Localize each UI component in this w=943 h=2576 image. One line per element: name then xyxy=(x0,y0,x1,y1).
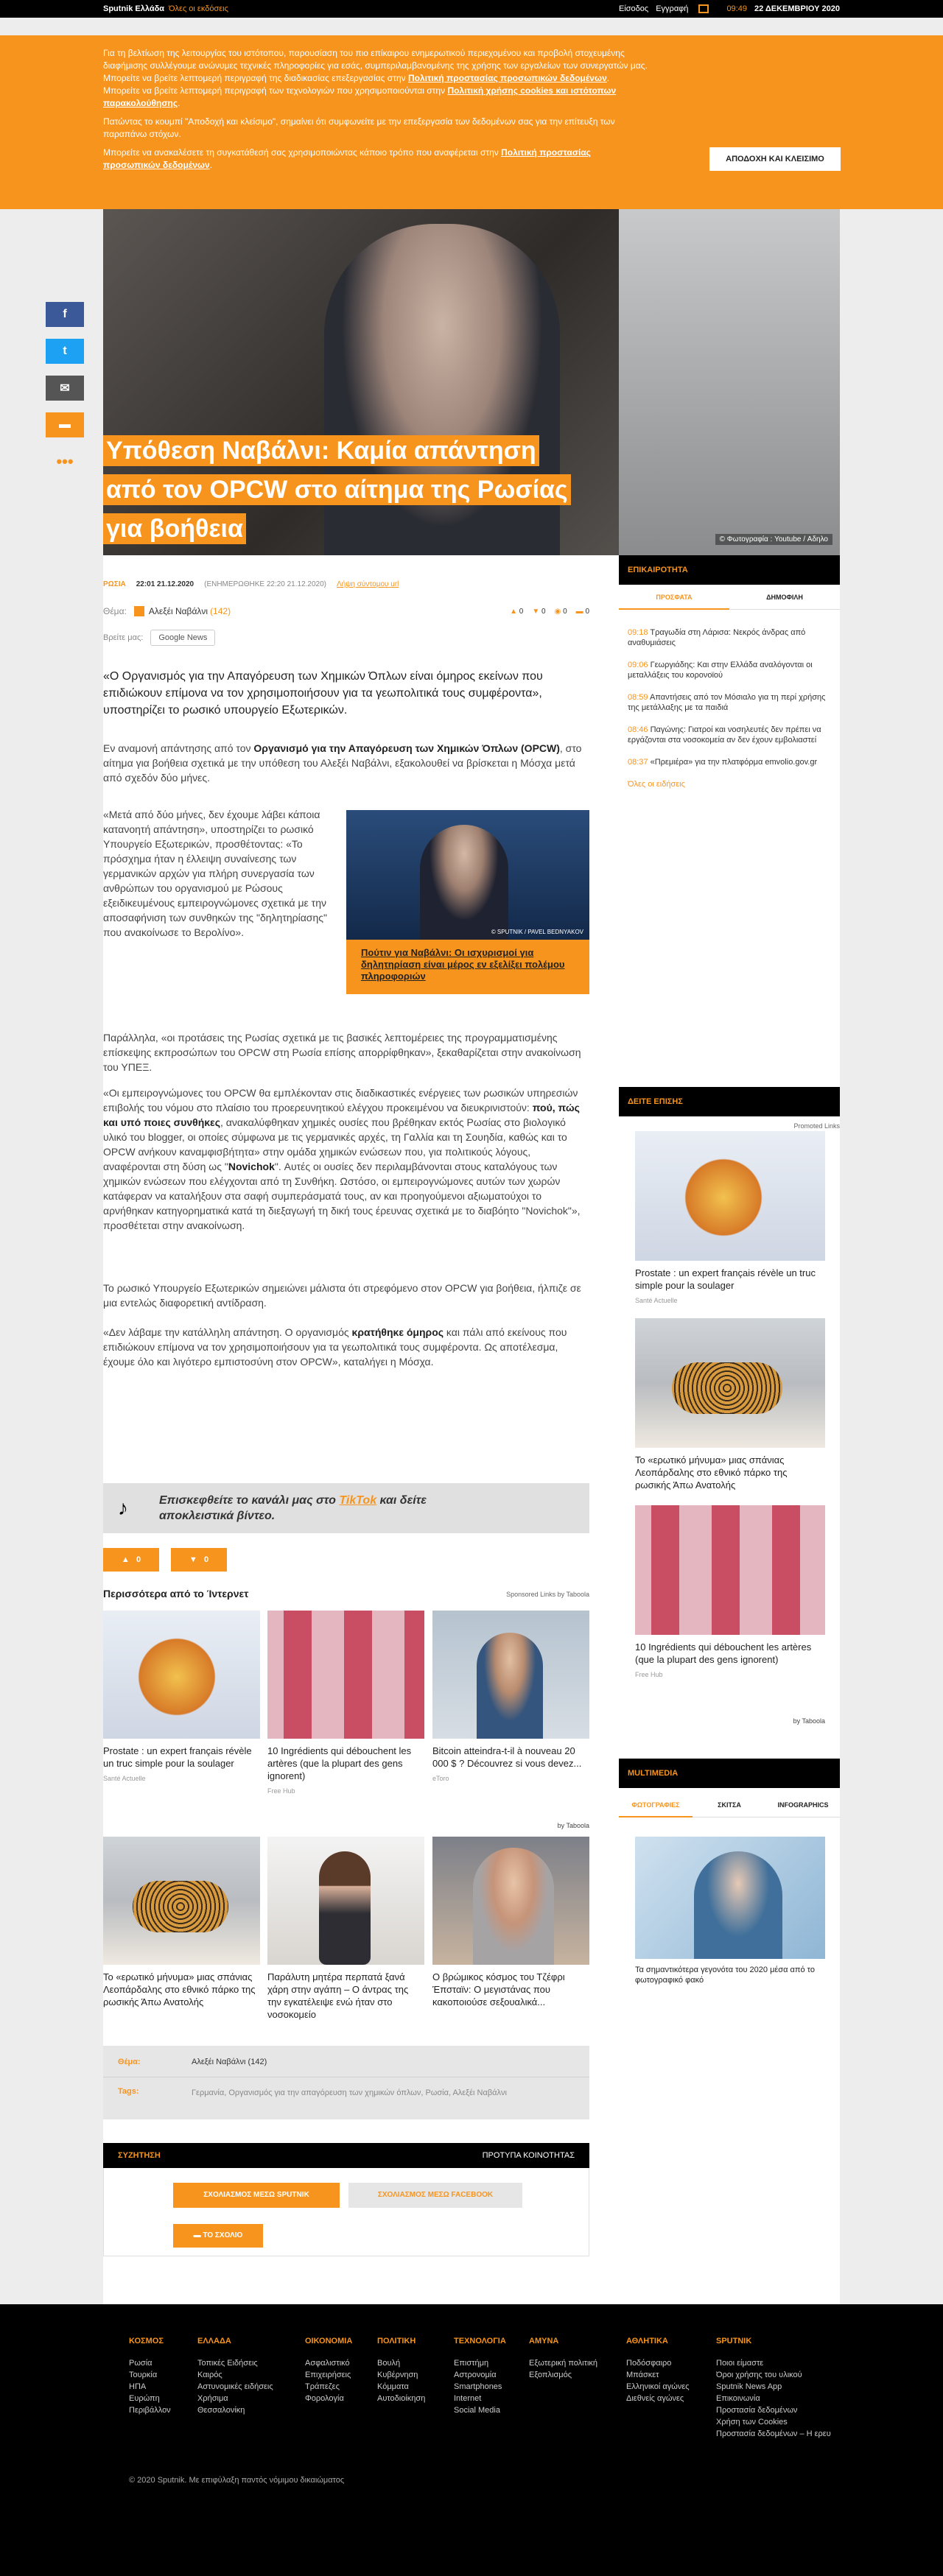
tiktok-icon: ♪ xyxy=(118,1496,128,1519)
to-comment-button[interactable]: ▬ ΤΟ ΣΧΟΛΙΟ xyxy=(173,2224,263,2248)
footer-heading[interactable]: ΠΟΛΙΤΙΚΗ xyxy=(377,2337,416,2346)
footer-link[interactable]: Προστασία δεδομένων xyxy=(716,2406,798,2415)
more-share-icon[interactable]: ••• xyxy=(56,452,74,471)
footer-col-economy xyxy=(305,2337,352,2404)
like-icon: ▲ xyxy=(510,607,517,616)
footer-link[interactable]: Επικοινωνία xyxy=(716,2394,760,2403)
all-news-link[interactable]: Όλες οι ειδήσεις xyxy=(628,780,685,789)
more-card-source: eToro xyxy=(432,1775,449,1782)
comment-icon: ▬ xyxy=(575,607,583,616)
footer-link[interactable]: Μπάσκετ xyxy=(626,2371,659,2379)
footer-link[interactable]: Κόμματα xyxy=(377,2382,409,2391)
article-lead: «Ο Οργανισμός για την Απαγόρευση των Χημικών Όπλων είναι όμηρος εκείνων που επιδιώκουν επίμονα να τον χρησιμοποιήσουν για τα γεωπολιτικά τους συμφέροντα», υποστηρίζει το ρωσικό υπουργείο Εξωτερικών. xyxy=(103,670,543,717)
footer-heading[interactable]: ΟΙΚΟΝΟΜΙΑ xyxy=(305,2337,353,2346)
more-card-source: Free Hub xyxy=(267,1787,295,1795)
see-card-source: Free Hub xyxy=(635,1671,663,1678)
news-item[interactable]: 09:06 Γεωργιάδης: Και στην Ελλάδα αναλόγονται οι μεταλλάξεις του κορονοϊού xyxy=(628,661,813,680)
google-news-button[interactable]: Google News xyxy=(150,630,215,646)
comments-stat: ▬ 0 xyxy=(575,607,589,616)
article-paragraph-3: Παράλληλα, «οι προτάσεις της Ρωσίας σχετικά με τις βασικές λεπτομέρειες της προγραμματισμένης επίσκεψης εκπροσώπων του OPCW στη Ρωσία επίσης απορρίφθηκαν», ξεκαθαρίζεται στην ανακοίνωση του ΥΠΕΞ. xyxy=(103,1032,581,1073)
article-paragraph-5: Το ρωσικό Υπουργείο Εξωτερικών σημειώνει μάλιστα ότι στρεφόμενο στον OPCW για βοήθεια, ήλπιζε σε μια εντελώς διαφορετική αντίδραση. xyxy=(103,1282,581,1309)
theme-label: Θέμα: xyxy=(103,606,127,616)
more-card-title: Παράλυτη μητέρα περπατά ξανά χάρη στην αγάπη – Ο άντρας της την εγκατέλειψε ενώ ήταν στο νοσοκομείο xyxy=(267,1971,409,2020)
theme-link[interactable]: Αλεξέι Ναβάλνι xyxy=(148,606,208,616)
accept-cookies-button[interactable]: ΑΠΟΔΟΧΗ ΚΑΙ ΚΛΕΙΣΙΜΟ xyxy=(709,147,841,171)
article-paragraph-2: «Μετά από δύο μήνες, δεν έχουμε λάβει κάποια κατανοητή απάντηση», υποστηρίζει το ρωσικό Υπουργείο Εξωτερικών, προσθέτοντας: «Το πρόσχημα ήταν η έλλειψη συναίνεσης των γερμανικών αρχών για πλήρη συνεργασία των ανθρώπων του οργανισμού με Ρώσους εξειδικευμένους εμπειρογνώμονες σχετικά με την αποσαφήνιση των συνθηκών της "δηλητηρίασης" που ανακοίνωσε το Βερολίνο». xyxy=(103,809,327,938)
footer-link[interactable]: Τράπεζες xyxy=(305,2382,340,2391)
footer-link[interactable]: Επιχειρήσεις xyxy=(305,2371,351,2379)
multimedia-caption: Τα σημαντικότερα γεγονότα του 2020 μέσα από το φωτογραφικό φακό xyxy=(635,1966,815,1985)
more-card[interactable] xyxy=(432,1611,589,1785)
like-stat: ▲ 0 xyxy=(510,607,524,616)
discussion-title: ΣΥΖΗΤΗΣΗ xyxy=(118,2151,161,2160)
footer-col-technology xyxy=(454,2337,506,2416)
footer-link[interactable]: Ασφαλιστικό xyxy=(305,2359,350,2368)
tiktok-promo xyxy=(103,1483,589,1533)
footer xyxy=(0,2304,943,2576)
tags-list[interactable]: Γερμανία, Οργανισμός για την απαγόρευση των χημικών όπλων, Ρωσία, Αλεξέι Ναβάλνι xyxy=(192,2088,507,2097)
footer-link[interactable]: ΗΠΑ xyxy=(129,2382,147,2391)
comment-share-icon[interactable]: ▬ xyxy=(46,412,84,437)
more-card-title: Ο βρώμικος κόσμος του Τζέφρι Έπσταϊν: Ο μεγιστάνας που κακοποιούσε σεξουαλικά... xyxy=(432,1971,565,2007)
footer-link[interactable]: Χρήσιμα xyxy=(197,2394,228,2403)
footer-heading[interactable]: ΕΛΛΑΔΑ xyxy=(197,2337,231,2346)
more-card-image xyxy=(267,1611,424,1739)
footer-link[interactable]: Ποιοι είμαστε xyxy=(716,2359,764,2368)
hero-background xyxy=(619,209,840,555)
updated-time: (ΕΝΗΜΕΡΩΘΗΚΕ 22:20 21.12.2020) xyxy=(204,580,326,588)
see-also-card[interactable] xyxy=(635,1131,825,1307)
see-also-card[interactable] xyxy=(635,1505,825,1681)
community-rules-link[interactable]: ΠΡΟΤΥΠΑ ΚΟΙΝΟΤΗΤΑΣ xyxy=(482,2151,575,2160)
comment-btn-icon: ▬ xyxy=(193,2231,201,2239)
footer-col-politics xyxy=(377,2337,425,2404)
tab-infographics[interactable]: INFOGRAPHICS xyxy=(766,1792,840,1817)
footer-link[interactable]: Αστυνομικές ειδήσεις xyxy=(197,2382,273,2391)
article-paragraph-1: Εν αναμονή απάντησης από τον Οργανισμό για την Απαγόρευση των Χημικών Όπλων (OPCW), στο αίτημα για βοήθεια σχετικά με την υπόθεση του Αλεξέι Ναβάλνι, εξακολουθεί να βρίσκεται η Μόσχα μετά από σχεδόν δύο μήνες. xyxy=(103,742,582,784)
tags-box xyxy=(103,2046,589,2119)
more-card-title: Bitcoin atteindra-t-il à nouveau 20 000 $ ? Découvrez si vous devez... xyxy=(432,1745,582,1769)
footer-link[interactable]: Ποδόσφαιρο xyxy=(626,2359,672,2368)
footer-link[interactable]: Αστρονομία xyxy=(454,2371,497,2379)
see-card-image xyxy=(635,1505,825,1635)
page-container xyxy=(103,209,840,2304)
cookie-text-1: Για τη βελτίωση της λειτουργίας του ιστότοπου, παρουσίαση του πιο επίκαιρου ενημερωτικού περιεχομένου και προβολή στοχευμένης διαφήμισης συλλέγουμε ανώνυμες τεχνικές πληροφορίες για εσάς, συμπεριλαμβανομένης της χρήσης των εργαλείων των συνεργατών μας. Μπορείτε να βρείτε λεπτομερή περιγραφή της διαδικασίας επεξεργασίας στην Πολιτική προστασίας προσωπικών δεδομένων. Μπορείτε να βρείτε λεπτομερή περιγραφή των τεχνολογιών που χρησιμοποιούνται στην Πολιτική χρήσης cookies και ιστότοπων παρακολούθησης. xyxy=(103,48,648,108)
more-card-image xyxy=(432,1837,589,1965)
current-news-list xyxy=(619,610,840,789)
footer-link[interactable]: Περιβάλλον xyxy=(129,2406,171,2415)
discussion-header xyxy=(103,2143,589,2168)
see-card-title: Το «ερωτικό μήνυμα» μιας σπάνιας Λεοπάρδαλης στο εθνικό πάρκο της ρωσικής Άπω Ανατολής xyxy=(635,1454,788,1491)
like-button[interactable]: ▲ 0 xyxy=(103,1548,159,1572)
more-card[interactable] xyxy=(103,1611,260,1785)
tags-label: Tags: xyxy=(118,2087,139,2096)
editions-link[interactable]: Όλες οι εκδόσεις xyxy=(169,4,228,13)
register-link[interactable]: Εγγραφή xyxy=(656,4,689,13)
more-header xyxy=(103,1588,589,1600)
see-also-card[interactable] xyxy=(635,1318,825,1491)
see-card-title: 10 Ingrédients qui débouchent les artères (que la plupart des gens ignorent) xyxy=(635,1641,812,1665)
tiktok-link[interactable]: TikTok xyxy=(339,1494,377,1507)
current-time: 09:49 xyxy=(726,4,747,13)
page-title: Υπόθεση Ναβάλνι: Καμία απάντηση από τον OPCW στο αίτημα της Ρωσίας για βοήθεια xyxy=(103,432,575,549)
more-card-title: 10 Ingrédients qui débouchent les artères (que la plupart des gens ignorent) xyxy=(267,1745,412,1781)
footer-link[interactable]: Αυτοδιοίκηση xyxy=(377,2394,426,2403)
news-item[interactable]: 08:46 Παγώνης: Γιατροί και νοσηλευτές δεν πρέπει να εργάζονται στα νοσοκομεία αν δεν έχουν εμβολιαστεί xyxy=(628,725,821,745)
more-title: Περισσότερα από το Ίντερνετ xyxy=(103,1588,249,1600)
footer-link[interactable]: Καιρός xyxy=(197,2371,222,2379)
tags-theme-link[interactable]: Αλεξέι Ναβάλνι (142) xyxy=(192,2058,267,2066)
footer-link[interactable]: Τοπικές Ειδήσεις xyxy=(197,2359,258,2368)
brand[interactable]: Sputnik Ελλάδα Όλες οι εκδόσεις xyxy=(103,4,228,13)
sidebar xyxy=(619,555,840,1985)
footer-link[interactable]: Ευρώπη xyxy=(129,2394,160,2403)
more-card-image xyxy=(267,1837,424,1965)
facebook-share-icon[interactable]: f xyxy=(46,302,84,327)
article-paragraph-4: «Οι εμπειρογνώμονες του OPCW θα εμπλέκονταν στις διαδικαστικές ενέργειες των ρωσικών υπηρεσιών επιβολής του νόμου στο πλαίσιο του προερευνητικού ελέγχου προκειμένου να διευκρινιστούν: πού, πώς και υπό ποιες συνθήκες, ανακαλύφθηκαν χημικές ουσίες που βρέθηκαν εκτός Ρωσίας στο βιολογικό υλικό του blogger, οι οποίες σύμφωνα με τις γερμανικές αρχές, τη Γαλλία και τη Σουηδία, καθώς και το OPCW ανήκουν καναμφισβήτητα» στην ομάδα χημικών ενώσεων που, για πολιτικούς λόγους, αναφέρονται στη δύση ως "Novichok". Αυτές οι ουσίες δεν περιλαμβάνονται στους καταλόγους των χημικών ενώσεων που ελέγχονται από τη Συνθήκη. Ωστόσο, οι εμπειρογνώμονες αυτών των χωρών κατάφεραν να καταλήξουν στα σαφή συμπεράσματά τους, αν και προηγούμενοι αξιωματούχοι το αρνήθηκαν κατηγορηματικά κατά τη διεξαγωγή τη δική τους έρευνας σχετικά με το διαβόητο "Novichok"», προσθέτεται στην ανακοίνωση. xyxy=(103,1087,581,1231)
tab-photos[interactable]: ΦΩΤΟΓΡΑΦΙΕΣ xyxy=(619,1792,693,1817)
dislike-stat: ▼ 0 xyxy=(532,607,546,616)
footer-heading[interactable]: ΤΕΧΝΟΛΟΓΙΑ xyxy=(454,2337,506,2346)
published-time: 22:01 21.12.2020 xyxy=(136,580,194,588)
promoted-label[interactable]: Promoted Links xyxy=(793,1122,840,1130)
more-card[interactable] xyxy=(267,1611,424,1798)
eye-icon: ◉ xyxy=(554,607,561,616)
more-card-image xyxy=(103,1611,260,1739)
inset-image xyxy=(346,810,589,940)
footer-link[interactable]: Θεσσαλονίκη xyxy=(197,2406,245,2415)
footer-link[interactable]: Προστασία δεδομένων – Η ερευ xyxy=(716,2429,831,2438)
comment-facebook-button[interactable]: ΣΧΟΛΙΑΣΜΟΣ ΜΕΣΩ FACEBOOK xyxy=(348,2183,522,2208)
footer-link[interactable]: Όροι χρήσης του υλικού xyxy=(716,2371,802,2379)
more-card-title: Prostate : un expert français révèle un truc simple pour la soulager xyxy=(103,1745,252,1769)
taboola-label-sidebar[interactable]: by Taboola xyxy=(793,1717,825,1725)
footer-heading[interactable]: ΑΜΥΝΑ xyxy=(529,2337,559,2346)
theme-icon xyxy=(134,606,144,616)
like-button-icon: ▲ xyxy=(121,1555,130,1564)
related-inset[interactable] xyxy=(346,810,589,994)
multimedia-header: MULTIMEDIA xyxy=(619,1759,840,1788)
article-meta xyxy=(103,580,589,646)
theme-count: (142) xyxy=(210,606,231,616)
cookie-policy-link[interactable]: Πολιτική χρήσης cookies και ιστότοπων παρακολούθησης xyxy=(103,85,617,108)
footer-link[interactable]: Χρήση των Cookies xyxy=(716,2418,788,2427)
views-stat: ◉ 0 xyxy=(554,607,567,616)
photo-credit: © Φωτογραφία : Youtube / Αδηλο xyxy=(715,534,832,545)
more-card[interactable] xyxy=(103,1837,260,2008)
more-card-title: Το «ερωτικό μήνυμα» μιας σπάνιας Λεοπάρδαλης στο εθνικό πάρκο της ρωσικής Άπω Ανατολής xyxy=(103,1971,256,2007)
cookie-banner xyxy=(0,35,943,209)
current-date: 22 ΔΕΚΕΜΒΡΙΟΥ 2020 xyxy=(754,4,840,13)
tiktok-text: Επισκεφθείτε το κανάλι μας στο TikTok και δείτε αποκλειστικά βίντεο. xyxy=(159,1494,427,1522)
footer-link[interactable]: Εξωτερική πολιτική xyxy=(529,2359,598,2368)
twitter-share-icon[interactable]: t xyxy=(46,339,84,364)
footer-link[interactable]: Sputnik News App xyxy=(716,2382,782,2391)
more-card-image xyxy=(103,1837,260,1965)
news-item[interactable]: 08:59 Απαντήσεις από τον Μόσιαλο για τη περί χρήσης της μετάλλαξης με τα παιδιά xyxy=(628,693,826,712)
logout-icon[interactable] xyxy=(698,4,709,13)
footer-heading[interactable]: ΑΘΛΗΤΙΚΑ xyxy=(626,2337,668,2346)
email-share-icon[interactable]: ✉ xyxy=(46,376,84,401)
tab-popular[interactable]: ΔΗΜΟΦΙΛΗ xyxy=(729,585,840,610)
article-paragraph-6: «Δεν λάβαμε την κατάλληλη απάντηση. Ο οργανισμός κρατήθηκε όμηρος και πάλι από εκείνους που επιδιώκουν επίμονα να τον χρησιμοποιήσουν για τα γεωπολιτικά τους συμφέροντα. Ως αποτέλεσμα, έχουμε όλο και λιγότερο εμπιστοσύνη στον OPCW», καταλήγει η Μόσχα. xyxy=(103,1326,567,1368)
see-also-header: ΔΕΙΤΕ ΕΠΙΣΗΣ xyxy=(619,1087,840,1116)
footer-col-world xyxy=(129,2337,171,2416)
footer-link[interactable]: Social Media xyxy=(454,2406,500,2415)
footer-link[interactable]: Εξοπλισμός xyxy=(529,2371,572,2379)
inset-credit: © SPUTNIK / PAVEL BEDNYAKOV xyxy=(491,929,583,935)
multimedia-card[interactable] xyxy=(635,1837,825,1985)
footer-link[interactable]: Επιστήμη xyxy=(454,2359,489,2368)
see-card-source: Santé Actuelle xyxy=(635,1297,678,1304)
inset-caption[interactable]: Πούτιν για Ναβάλνι: Οι ισχυρισμοί για δηλητηρίαση είναι μέρος εν εξελίξει πολέμου πληροφοριών xyxy=(346,940,589,994)
tab-sketches[interactable]: ΣΚΙΤΣΑ xyxy=(693,1792,766,1817)
dislike-button-icon: ▼ xyxy=(189,1555,197,1564)
multimedia-tabs xyxy=(619,1792,840,1817)
discussion-box xyxy=(103,2168,589,2256)
more-card[interactable] xyxy=(432,1837,589,2008)
more-card[interactable] xyxy=(267,1837,424,2021)
copyright: © 2020 Sputnik. Με επιφύλαξη παντός νόμιμου δικαιώματος xyxy=(129,2476,345,2485)
more-row-1 xyxy=(103,1611,589,1795)
multimedia-image xyxy=(635,1837,825,1959)
more-card-source: Santé Actuelle xyxy=(103,1775,146,1782)
tab-recent[interactable]: ΠΡΟΣΦΑΤΑ xyxy=(619,585,729,610)
news-item[interactable]: 08:37 «Πρεμιέρα» για την πλατφόρμα emvolio.gov.gr xyxy=(628,758,818,767)
footer-col-sports xyxy=(626,2337,690,2404)
tags-theme-label: Θέμα: xyxy=(118,2058,141,2066)
sponsored-label[interactable]: Sponsored Links by Taboola xyxy=(506,1591,589,1598)
see-card-title: Prostate : un expert français révèle un truc simple pour la soulager xyxy=(635,1267,816,1291)
footer-link[interactable]: Τουρκία xyxy=(129,2371,158,2379)
see-card-image xyxy=(635,1318,825,1448)
footer-link[interactable]: Βουλή xyxy=(377,2359,401,2368)
footer-link[interactable]: Smartphones xyxy=(454,2382,502,2391)
footer-link[interactable]: Internet xyxy=(454,2394,482,2403)
share-bar xyxy=(46,302,84,486)
footer-link[interactable]: Ρωσία xyxy=(129,2359,153,2368)
gnews-label: Βρείτε μας: xyxy=(103,633,144,642)
short-link[interactable]: Λήψη σύντομου url xyxy=(337,580,399,588)
category-link[interactable]: ΡΩΣΙΑ xyxy=(103,580,126,588)
dislike-icon: ▼ xyxy=(532,607,540,616)
news-item[interactable]: 09:18 Τραγωδία στη Λάρισα: Νεκρός άνδρας από αναθυμιάσεις xyxy=(628,628,806,647)
cookie-text-3: Μπορείτε να ανακαλέσετε τη συγκατάθεσή σας χρησιμοποιώντας κάποιο τρόπο που αναφέρεται στην Πολιτική προστασίας προσωπικών δεδομένων. xyxy=(103,147,591,170)
current-tabs xyxy=(619,585,840,610)
dislike-button[interactable]: ▼ 0 xyxy=(171,1548,227,1572)
footer-link[interactable]: Διεθνείς αγώνες xyxy=(626,2394,684,2403)
top-bar xyxy=(0,0,943,18)
footer-link[interactable]: Ελληνικοί αγώνες xyxy=(626,2382,690,2391)
privacy-policy-link-2[interactable]: Πολιτική προστασίας προσωπικών δεδομένων xyxy=(103,147,591,170)
more-row-2 xyxy=(103,1837,589,2028)
comment-sputnik-button[interactable]: ΣΧΟΛΙΑΣΜΟΣ ΜΕΣΩ SPUTNIK xyxy=(173,2183,340,2208)
taboola-label[interactable]: by Taboola xyxy=(557,1822,589,1829)
footer-link[interactable]: Φορολογία xyxy=(305,2394,344,2403)
footer-link[interactable]: Κυβέρνηση xyxy=(377,2371,418,2379)
footer-col-greece xyxy=(197,2337,273,2416)
more-card-image xyxy=(432,1611,589,1739)
footer-heading[interactable]: SPUTNIK xyxy=(716,2337,752,2346)
login-link[interactable]: Είσοδος xyxy=(618,4,649,13)
footer-col-defense xyxy=(529,2337,597,2381)
see-card-image xyxy=(635,1131,825,1261)
current-header: ΕΠΙΚΑΙΡΟΤΗΤΑ xyxy=(619,555,840,585)
footer-heading[interactable]: ΚΟΣΜΟΣ xyxy=(129,2337,164,2346)
footer-col-sputnik xyxy=(716,2337,834,2440)
cookie-text-2: Πατώντας το κουμπί "Αποδοχή και κλείσιμο", σημαίνει ότι συμφωνείτε με την επεξεργασία των δεδομένων σας για την επίτευξη των παραπάνω στόχων. xyxy=(103,116,615,139)
privacy-policy-link[interactable]: Πολιτική προστασίας προσωπικών δεδομένων xyxy=(407,73,607,83)
